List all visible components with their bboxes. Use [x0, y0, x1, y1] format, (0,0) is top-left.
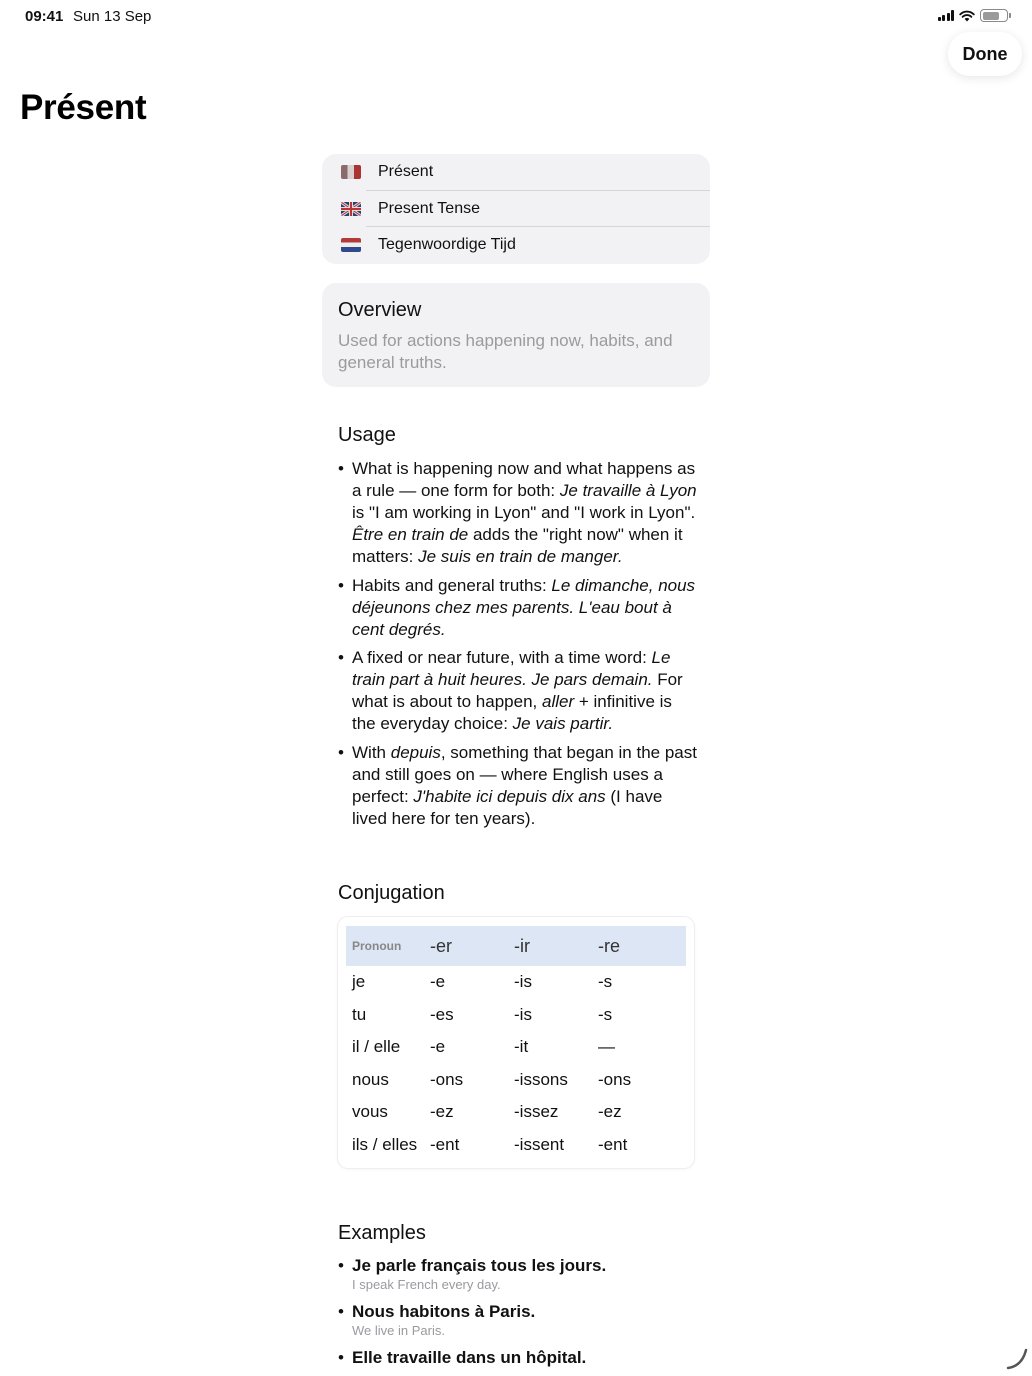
- dutch-flag-icon: [341, 238, 361, 252]
- wifi-icon: [959, 10, 975, 22]
- table-cell: -e: [430, 972, 446, 992]
- example-french: • Nous habitons à Paris.: [352, 1302, 536, 1321]
- example-translation: We live in Paris.: [352, 1323, 445, 1338]
- cellular-signal-icon: [938, 10, 955, 21]
- table-cell: -s: [598, 1004, 613, 1024]
- table-row: [346, 999, 686, 1032]
- status-bar: [0, 0, 1032, 32]
- status-icons: [938, 9, 1009, 22]
- table-cell: -issons: [514, 1069, 568, 1089]
- examples-title: Examples: [338, 1222, 426, 1244]
- table-cell: -ez: [598, 1102, 622, 1122]
- conjugation-table: [338, 917, 694, 1168]
- overview-card: [322, 283, 710, 387]
- table-cell: -is: [514, 972, 532, 992]
- status-date: Sun 13 Sep: [73, 8, 152, 25]
- table-cell: -issez: [514, 1102, 559, 1122]
- translation-label: Tegenwoordige Tijd: [378, 236, 516, 254]
- table-row: [346, 1129, 686, 1162]
- battery-icon: [980, 9, 1008, 22]
- page-title: Présent: [20, 88, 147, 127]
- table-cell: ils / elles: [352, 1134, 418, 1154]
- usage-item: • A fixed or near future, with a time word: Le train part à huit heures. Je pars demain. For what is about to happen, aller + infinitive is the everyday choice: Je vais partir.: [338, 647, 698, 735]
- conjugation-header-row: [346, 926, 686, 966]
- table-cell: -ent: [598, 1134, 628, 1154]
- header-cell: -er: [430, 935, 452, 956]
- table-cell: -ons: [598, 1069, 632, 1089]
- translations-card: [322, 154, 710, 264]
- header-cell: -re: [598, 935, 620, 956]
- header-cell: -ir: [514, 935, 530, 956]
- table-cell: -es: [430, 1004, 454, 1024]
- example-french: • Je parle français tous les jours.: [352, 1256, 607, 1275]
- translation-label: Present Tense: [378, 199, 480, 217]
- usage-item: • With depuis, something that began in the past and still goes on — where English uses a perfect: J'habite ici depuis dix ans (I have lived here for ten years).: [338, 742, 698, 830]
- example-translation: I speak French every day.: [352, 1277, 501, 1292]
- status-time: 09:41: [25, 8, 64, 25]
- table-cell: -it: [514, 1037, 529, 1057]
- table-cell: -s: [598, 972, 613, 992]
- overview-title: Overview: [338, 299, 422, 321]
- uk-flag-icon: [341, 202, 361, 216]
- example-item: [338, 1301, 718, 1339]
- translation-row-french: [322, 154, 710, 191]
- table-cell: tu: [352, 1004, 367, 1024]
- done-button[interactable]: Done: [948, 32, 1022, 76]
- translation-row-dutch: [322, 227, 710, 264]
- translation-label: Présent: [378, 163, 434, 181]
- table-cell: -e: [430, 1037, 446, 1057]
- table-cell: -issent: [514, 1134, 565, 1154]
- usage-list: [338, 458, 698, 836]
- translation-row-english: [322, 191, 710, 228]
- table-cell: il / elle: [352, 1037, 401, 1057]
- example-french: • Elle travaille dans un hôpital.: [352, 1348, 587, 1367]
- example-item: [338, 1347, 718, 1369]
- header-cell: Pronoun: [352, 939, 402, 953]
- overview-text: Used for actions happening now, habits, and general truths.: [338, 331, 673, 372]
- table-cell: -ent: [430, 1134, 460, 1154]
- resize-handle-icon[interactable]: [1004, 1346, 1028, 1370]
- table-cell: -ez: [430, 1102, 454, 1122]
- table-cell: -ons: [430, 1069, 464, 1089]
- table-cell: nous: [352, 1069, 389, 1089]
- usage-title: Usage: [338, 424, 396, 446]
- table-cell: -is: [514, 1004, 532, 1024]
- examples-list: [338, 1255, 718, 1376]
- usage-item: • Habits and general truths: Le dimanche, nous déjeunons chez mes parents. L'eau bout à cent degrés.: [338, 575, 698, 641]
- table-cell: je: [352, 972, 366, 992]
- conjugation-title: Conjugation: [338, 882, 445, 904]
- table-cell: —: [598, 1037, 615, 1057]
- french-flag-icon: [341, 165, 361, 179]
- example-item: [338, 1255, 718, 1293]
- usage-item: • What is happening now and what happens as a rule — one form for both: Je travaille à Lyon is "I am working in Lyon" and "I work in Lyon". Être en train de adds the "right now" when it matters: Je suis en train de manger.: [338, 458, 698, 568]
- table-row: [346, 1064, 686, 1097]
- table-row: [346, 1031, 686, 1064]
- table-row: [346, 966, 686, 999]
- table-row: [346, 1096, 686, 1129]
- table-cell: vous: [352, 1102, 388, 1122]
